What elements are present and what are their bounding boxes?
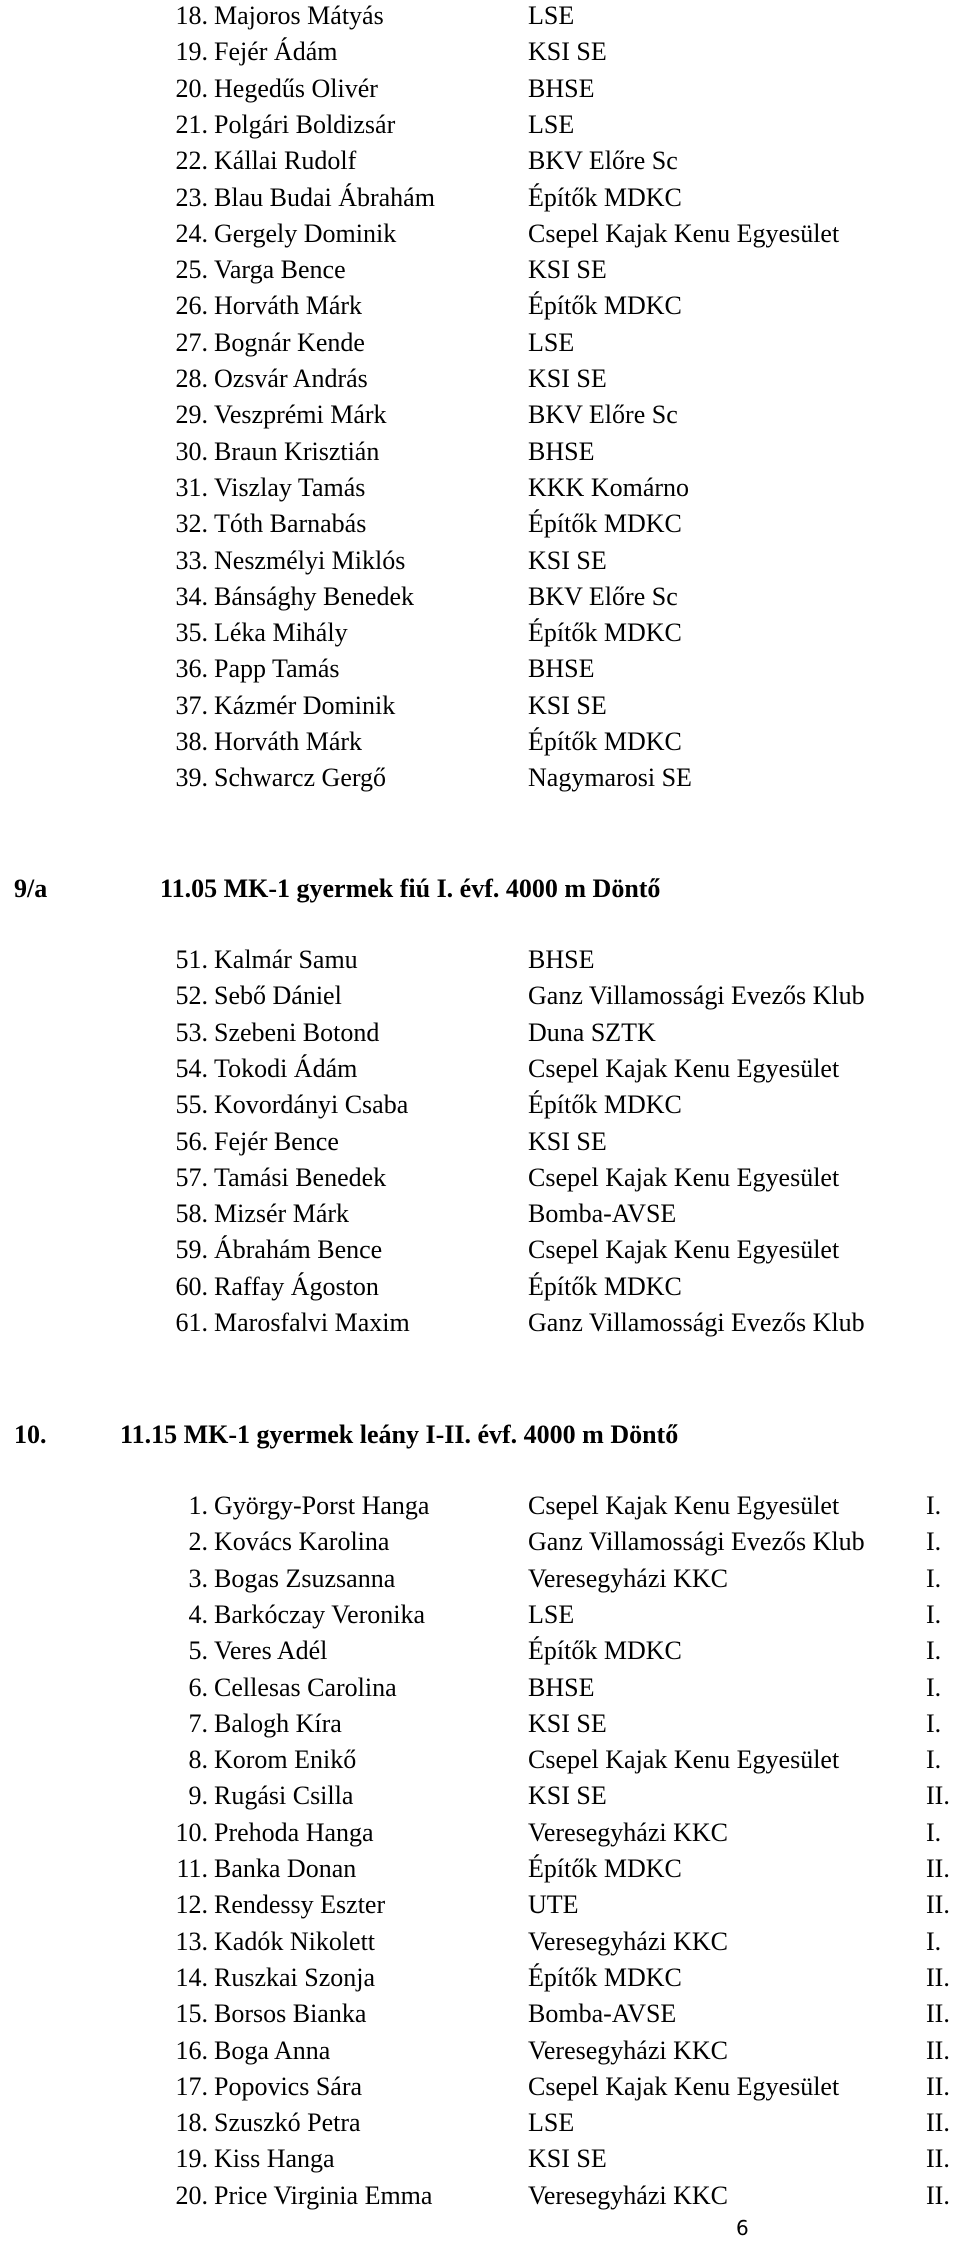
age-class: II. bbox=[926, 2180, 950, 2210]
entry-number: 53. bbox=[175, 1017, 208, 1047]
list-item bbox=[0, 1815, 960, 1851]
list-item bbox=[0, 1960, 960, 1996]
club-name: LSE bbox=[528, 1, 575, 30]
entry-number: 22. bbox=[175, 146, 208, 176]
race-heading-10 bbox=[14, 1417, 954, 1453]
athlete-name: Bognár Kende bbox=[214, 327, 365, 357]
list-item bbox=[0, 1778, 960, 1814]
race-number: 9/a bbox=[14, 874, 48, 903]
entry-number: 31. bbox=[175, 472, 208, 502]
entry-number: 26. bbox=[175, 291, 208, 321]
entry-number: 39. bbox=[175, 763, 208, 793]
club-name: Csepel Kajak Kenu Egyesület bbox=[528, 1745, 840, 1775]
list-item bbox=[0, 724, 960, 760]
entry-number: 19. bbox=[175, 37, 208, 67]
age-class: I. bbox=[926, 1745, 942, 1775]
list-item bbox=[0, 1851, 960, 1887]
list-item bbox=[0, 216, 960, 252]
list-item bbox=[0, 2033, 960, 2069]
entry-number: 18. bbox=[175, 1, 208, 30]
athlete-name: Neszmélyi Miklós bbox=[214, 545, 406, 575]
athlete-name: Balogh Kíra bbox=[214, 1708, 342, 1738]
club-name: Építők MDKC bbox=[528, 291, 682, 321]
list-item bbox=[0, 1015, 960, 1051]
club-name: LSE bbox=[528, 327, 575, 357]
age-class: II. bbox=[926, 1781, 950, 1811]
athlete-name: Papp Tamás bbox=[214, 654, 340, 684]
athlete-name: Blau Budai Ábrahám bbox=[214, 182, 435, 212]
age-class: I. bbox=[926, 1527, 942, 1557]
athlete-name: Szebeni Botond bbox=[214, 1017, 380, 1047]
club-name: KSI SE bbox=[528, 1781, 607, 1811]
athlete-name: Tamási Benedek bbox=[214, 1162, 387, 1192]
club-name: Bomba-AVSE bbox=[528, 1199, 677, 1229]
athlete-name: Ábrahám Bence bbox=[214, 1235, 383, 1265]
club-name: Építők MDKC bbox=[528, 618, 682, 648]
athlete-name: Kállai Rudolf bbox=[214, 146, 357, 176]
club-name: Veresegyházi KKC bbox=[528, 1817, 728, 1847]
club-name: Csepel Kajak Kenu Egyesület bbox=[528, 1162, 840, 1192]
list-item bbox=[0, 651, 960, 687]
athlete-name: Ruszkai Szonja bbox=[214, 1962, 376, 1992]
athlete-name: Banka Donan bbox=[214, 1854, 357, 1883]
age-class: I. bbox=[926, 1708, 942, 1738]
club-name: UTE bbox=[528, 1890, 579, 1920]
athlete-name: Fejér Bence bbox=[214, 1126, 339, 1156]
age-class: I. bbox=[926, 1563, 942, 1593]
list-item bbox=[0, 1124, 960, 1160]
list-item bbox=[0, 1996, 960, 2032]
club-name: BKV Előre Sc bbox=[528, 146, 678, 176]
athlete-name: Léka Mihály bbox=[214, 618, 348, 648]
entry-number: 33. bbox=[175, 545, 208, 575]
list-item bbox=[0, 143, 960, 179]
list-item bbox=[0, 1196, 960, 1232]
club-name: BHSE bbox=[528, 73, 595, 103]
entry-number: 19. bbox=[175, 2144, 208, 2174]
list-item bbox=[0, 978, 960, 1014]
club-name: BKV Előre Sc bbox=[528, 581, 678, 611]
list-item bbox=[0, 688, 960, 724]
age-class: II. bbox=[926, 2144, 950, 2174]
club-name: KSI SE bbox=[528, 37, 607, 67]
athlete-name: Marosfalvi Maxim bbox=[214, 1308, 410, 1337]
club-name: KSI SE bbox=[528, 690, 607, 720]
entry-number: 3. bbox=[188, 1563, 208, 1593]
club-name: Építők MDKC bbox=[528, 1854, 682, 1883]
entry-number: 32. bbox=[175, 509, 208, 539]
athlete-name: Barkóczay Veronika bbox=[214, 1599, 426, 1629]
athlete-name: Mizsér Márk bbox=[214, 1199, 350, 1229]
club-name: Építők MDKC bbox=[528, 1271, 682, 1301]
club-name: Nagymarosi SE bbox=[528, 763, 692, 793]
list-item bbox=[0, 1232, 960, 1268]
athlete-name: Schwarcz Gergő bbox=[214, 763, 387, 793]
athlete-name: Rugási Csilla bbox=[214, 1781, 354, 1811]
entry-number: 36. bbox=[175, 654, 208, 684]
athlete-name: Majoros Mátyás bbox=[214, 1, 384, 30]
club-name: Ganz Villamossági Evezős Klub bbox=[528, 1527, 865, 1557]
list-item bbox=[0, 1160, 960, 1196]
list-item bbox=[0, 579, 960, 615]
page-number: 6 bbox=[736, 2216, 749, 2240]
club-name: BHSE bbox=[528, 654, 595, 684]
list-item bbox=[0, 760, 960, 796]
club-name: Duna SZTK bbox=[528, 1017, 656, 1047]
entry-number: 23. bbox=[175, 182, 208, 212]
club-name: KSI SE bbox=[528, 1126, 607, 1156]
list-item bbox=[0, 34, 960, 70]
athlete-name: Borsos Bianka bbox=[214, 1999, 367, 2029]
list-item bbox=[0, 1305, 960, 1341]
age-class: I. bbox=[926, 1636, 942, 1666]
list-item bbox=[0, 1887, 960, 1923]
list-item bbox=[0, 2141, 960, 2177]
club-name: KKK Komárno bbox=[528, 472, 690, 502]
list-item bbox=[0, 180, 960, 216]
list-item bbox=[0, 1670, 960, 1706]
age-class: II. bbox=[926, 2071, 950, 2101]
age-class: I. bbox=[926, 1599, 942, 1629]
club-name: BHSE bbox=[528, 945, 595, 974]
athlete-name: Prehoda Hanga bbox=[214, 1817, 374, 1847]
club-name: Csepel Kajak Kenu Egyesület bbox=[528, 1053, 840, 1083]
entry-number: 15. bbox=[175, 1999, 208, 2029]
athlete-name: Hegedűs Olivér bbox=[214, 73, 378, 103]
club-name: KSI SE bbox=[528, 255, 607, 285]
athlete-name: Cellesas Carolina bbox=[214, 1672, 397, 1702]
age-class: II. bbox=[926, 2035, 950, 2065]
entry-number: 61. bbox=[175, 1308, 208, 1337]
entry-number: 52. bbox=[175, 981, 208, 1011]
athlete-name: Bánsághy Benedek bbox=[214, 581, 415, 611]
age-class: I. bbox=[926, 1926, 942, 1956]
club-name: Építők MDKC bbox=[528, 509, 682, 539]
age-class: II. bbox=[926, 2108, 950, 2138]
list-item bbox=[0, 252, 960, 288]
club-name: Építők MDKC bbox=[528, 727, 682, 756]
club-name: Csepel Kajak Kenu Egyesület bbox=[528, 1235, 840, 1265]
age-class: II. bbox=[926, 1962, 950, 1992]
age-class: I. bbox=[926, 1817, 942, 1847]
athlete-name: Kovács Karolina bbox=[214, 1527, 390, 1557]
entry-number: 54. bbox=[175, 1053, 208, 1083]
entry-number: 5. bbox=[188, 1636, 208, 1666]
athlete-name: Polgári Boldizsár bbox=[214, 109, 396, 139]
entry-number: 25. bbox=[175, 255, 208, 285]
entry-number: 1. bbox=[188, 1491, 208, 1520]
entry-number: 27. bbox=[175, 327, 208, 357]
club-name: Csepel Kajak Kenu Egyesület bbox=[528, 218, 840, 248]
club-name: LSE bbox=[528, 109, 575, 139]
entry-number: 58. bbox=[175, 1199, 208, 1229]
club-name: LSE bbox=[528, 1599, 575, 1629]
list-item bbox=[0, 2105, 960, 2141]
athlete-name: Kiss Hanga bbox=[214, 2144, 335, 2174]
athlete-name: Braun Krisztián bbox=[214, 436, 380, 466]
entry-number: 20. bbox=[175, 73, 208, 103]
entry-number: 18. bbox=[175, 2108, 208, 2138]
athlete-name: Horváth Márk bbox=[214, 291, 363, 321]
entry-number: 35. bbox=[175, 618, 208, 648]
athlete-name: Tóth Barnabás bbox=[214, 509, 367, 539]
entry-number: 21. bbox=[175, 109, 208, 139]
entry-number: 17. bbox=[175, 2071, 208, 2101]
list-item bbox=[0, 71, 960, 107]
entry-number: 24. bbox=[175, 218, 208, 248]
race-title: 11.05 MK-1 gyermek fiú I. évf. 4000 m Döntő bbox=[160, 874, 661, 903]
club-name: BHSE bbox=[528, 436, 595, 466]
list-item bbox=[0, 1633, 960, 1669]
athlete-name: Price Virginia Emma bbox=[214, 2180, 433, 2210]
list-item bbox=[0, 1488, 960, 1524]
list-item bbox=[0, 107, 960, 143]
entry-number: 13. bbox=[175, 1926, 208, 1956]
age-class: II. bbox=[926, 1999, 950, 2029]
club-name: Bomba-AVSE bbox=[528, 1999, 677, 2029]
entry-number: 59. bbox=[175, 1235, 208, 1265]
athlete-name: Veszprémi Márk bbox=[214, 400, 387, 430]
club-name: Ganz Villamossági Evezős Klub bbox=[528, 1308, 865, 1337]
club-name: BKV Előre Sc bbox=[528, 400, 678, 430]
entry-number: 16. bbox=[175, 2035, 208, 2065]
club-name: Csepel Kajak Kenu Egyesület bbox=[528, 2071, 840, 2101]
athlete-name: Kovordányi Csaba bbox=[214, 1090, 409, 1120]
entry-number: 38. bbox=[175, 727, 208, 756]
athlete-name: Fejér Ádám bbox=[214, 37, 338, 67]
list-item bbox=[0, 361, 960, 397]
entry-number: 8. bbox=[188, 1745, 208, 1775]
athlete-name: Gergely Dominik bbox=[214, 218, 397, 248]
club-name: KSI SE bbox=[528, 545, 607, 575]
list-item bbox=[0, 615, 960, 651]
list-item bbox=[0, 470, 960, 506]
entry-number: 29. bbox=[175, 400, 208, 430]
list-item bbox=[0, 1269, 960, 1305]
athlete-name: Boga Anna bbox=[214, 2035, 331, 2065]
list-item bbox=[0, 1597, 960, 1633]
entry-number: 34. bbox=[175, 581, 208, 611]
club-name: Építők MDKC bbox=[528, 1090, 682, 1120]
list-item bbox=[0, 0, 960, 34]
athlete-name: Rendessy Eszter bbox=[214, 1890, 386, 1920]
list-item bbox=[0, 397, 960, 433]
entry-number: 30. bbox=[175, 436, 208, 466]
club-name: Csepel Kajak Kenu Egyesület bbox=[528, 1491, 840, 1520]
list-item bbox=[0, 1561, 960, 1597]
club-name: Ganz Villamossági Evezős Klub bbox=[528, 981, 865, 1011]
entry-number: 57. bbox=[175, 1162, 208, 1192]
athlete-name: Veres Adél bbox=[214, 1636, 328, 1666]
club-name: Építők MDKC bbox=[528, 182, 682, 212]
athlete-name: Szuszkó Petra bbox=[214, 2108, 361, 2138]
athlete-name: Kázmér Dominik bbox=[214, 690, 396, 720]
list-item bbox=[0, 1706, 960, 1742]
club-name: Építők MDKC bbox=[528, 1962, 682, 1992]
race-heading-9a bbox=[14, 871, 954, 907]
list-item bbox=[0, 2069, 960, 2105]
entry-number: 55. bbox=[175, 1090, 208, 1120]
club-name: Veresegyházi KKC bbox=[528, 2035, 728, 2065]
entry-number: 60. bbox=[175, 1271, 208, 1301]
club-name: KSI SE bbox=[528, 1708, 607, 1738]
age-class: II. bbox=[926, 1854, 950, 1883]
list-item bbox=[0, 1087, 960, 1123]
entry-number: 2. bbox=[188, 1527, 208, 1557]
entry-number: 11. bbox=[176, 1854, 208, 1883]
entry-number: 7. bbox=[188, 1708, 208, 1738]
list-item bbox=[0, 1742, 960, 1778]
race-title: 11.15 MK-1 gyermek leány I-II. évf. 4000 m Döntő bbox=[120, 1420, 679, 1449]
list-item bbox=[0, 942, 960, 978]
athlete-name: Tokodi Ádám bbox=[214, 1053, 358, 1083]
club-name: LSE bbox=[528, 2108, 575, 2138]
athlete-name: Korom Enikő bbox=[214, 1745, 357, 1775]
list-item bbox=[0, 434, 960, 470]
athlete-name: Popovics Sára bbox=[214, 2071, 363, 2101]
list-item bbox=[0, 2178, 960, 2214]
athlete-name: Kadók Nikolett bbox=[214, 1926, 376, 1956]
age-class: I. bbox=[926, 1672, 942, 1702]
athlete-name: Viszlay Tamás bbox=[214, 472, 366, 502]
athlete-name: Bogas Zsuzsanna bbox=[214, 1563, 396, 1593]
entry-number: 4. bbox=[188, 1599, 208, 1629]
club-name: Veresegyházi KKC bbox=[528, 1926, 728, 1956]
list-item bbox=[0, 1924, 960, 1960]
club-name: Veresegyházi KKC bbox=[528, 2180, 728, 2210]
athlete-name: Ozsvár András bbox=[214, 364, 368, 393]
athlete-name: György-Porst Hanga bbox=[214, 1491, 430, 1520]
athlete-name: Raffay Ágoston bbox=[214, 1271, 379, 1301]
club-name: Építők MDKC bbox=[528, 1636, 682, 1666]
entry-number: 28. bbox=[175, 364, 208, 393]
entry-number: 20. bbox=[175, 2180, 208, 2210]
list-item bbox=[0, 288, 960, 324]
entry-number: 37. bbox=[175, 690, 208, 720]
entry-number: 14. bbox=[175, 1962, 208, 1992]
athlete-name: Kalmár Samu bbox=[214, 945, 358, 974]
club-name: Veresegyházi KKC bbox=[528, 1563, 728, 1593]
athlete-name: Horváth Márk bbox=[214, 727, 363, 756]
entry-number: 6. bbox=[188, 1672, 208, 1702]
list-item bbox=[0, 1524, 960, 1560]
entry-number: 12. bbox=[175, 1890, 208, 1920]
list-item bbox=[0, 506, 960, 542]
club-name: BHSE bbox=[528, 1672, 595, 1702]
race-number: 10. bbox=[14, 1420, 47, 1449]
entry-number: 9. bbox=[188, 1781, 208, 1811]
club-name: KSI SE bbox=[528, 364, 607, 393]
age-class: I. bbox=[926, 1491, 942, 1520]
age-class: II. bbox=[926, 1890, 950, 1920]
list-item bbox=[0, 543, 960, 579]
entry-number: 51. bbox=[175, 945, 208, 974]
entry-number: 10. bbox=[175, 1817, 208, 1847]
list-item bbox=[0, 325, 960, 361]
athlete-name: Varga Bence bbox=[214, 255, 346, 285]
entry-number: 56. bbox=[175, 1126, 208, 1156]
list-item bbox=[0, 1051, 960, 1087]
athlete-name: Sebő Dániel bbox=[214, 981, 342, 1011]
club-name: KSI SE bbox=[528, 2144, 607, 2174]
